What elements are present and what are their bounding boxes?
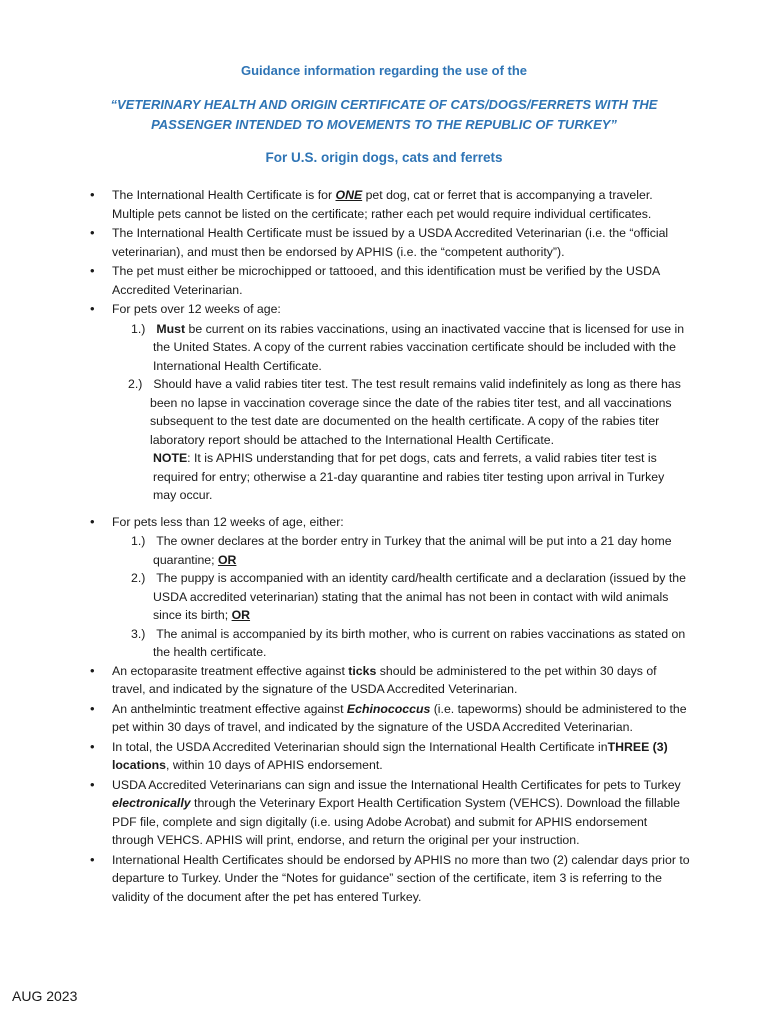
- list-item: • International Health Certificates should be endorsed by APHIS no more than two (2) calendar days prior to departure to Turkey. Under the “Notes for guidance” section of the certificate, item 3 is referring to the validity of the document after the pet has entered Turkey.: [90, 851, 690, 907]
- list-item: • USDA Accredited Veterinarians can sign and issue the International Health Certificates for pets to Turkey electronically through the Veterinary Export Health Certification System (VEHCS). Download the fillable PDF file, complete and sign digitally (i.e. using Adobe Acrobat) and submit for APHIS endorsement through VEHCS. APHIS will print, endorse, and return the original per your instruction.: [90, 776, 690, 850]
- list-item: • For pets less than 12 weeks of age, either:: [90, 513, 690, 532]
- sub-item: 1.) Must be current on its rabies vaccinations, using an inactivated vaccine that is licensed for use in the United States. A copy of the current rabies vaccination certificate should be included with the International Health Certificate.: [131, 321, 685, 373]
- list-item: • For pets over 12 weeks of age:: [90, 300, 690, 319]
- sub-item: 2.) The puppy is accompanied with an identity card/health certificate and a declaration (issued by the USDA accredited veterinarian) stating that the animal has not been in contact with wild animals since its birth; OR: [131, 571, 686, 622]
- sub-item: 1.) The owner declares at the border entry in Turkey that the animal will be put into a 21 day home quarantine; OR: [131, 534, 672, 567]
- sub-item: 3.) The animal is accompanied by its birth mother, who is current on rabies vaccinations as stated on the health certificate.: [131, 626, 686, 659]
- guidance-list: [90, 186, 690, 907]
- list-item: • In total, the USDA Accredited Veterinarian should sign the International Health Certificate inTHREE (3) locations, within 10 days of APHIS endorsement.: [90, 738, 690, 775]
- sub-item: 2.) Should have a valid rabies titer test. The test result remains valid indefinitely as long as there has been no lapse in vaccination coverage since the date of the rabies titer test, and all vaccinations subsequent to the test date are documented on the health certificate. A copy of the rabies titer laboratory report should be attached to the International Health Certificate.: [128, 377, 681, 447]
- list-item: • The International Health Certificate must be issued by a USDA Accredited Veterinarian (i.e. the “official veterinarian), and must then be endorsed by APHIS (i.e. the “competent authority”).: [90, 224, 690, 261]
- origin-subheading: For U.S. origin dogs, cats and ferrets: [265, 150, 503, 165]
- guidance-heading: Guidance information regarding the use of the: [240, 63, 528, 78]
- list-item: • An ectoparasite treatment effective against ticks should be administered to the pet within 30 days of travel, and indicated by the signature of the USDA Accredited Veterinarian.: [90, 662, 690, 699]
- list-item: • The pet must either be microchipped or tattooed, and this identification must be verified by the USDA Accredited Veterinarian.: [90, 262, 690, 299]
- one-emphasis: ONE: [335, 188, 363, 202]
- list-item: • The International Health Certificate is for ONE pet dog, cat or ferret that is accompanying a traveler. Multiple pets cannot be listed on the certificate; rather each pet would require individual certificates.: [90, 186, 690, 223]
- note: NOTE: It is APHIS understanding that for pet dogs, cats and ferrets, a valid rabies titer test is required for entry; otherwise a 21-day quarantine and rabies titer testing upon arrival in Turkey may occur.: [153, 451, 665, 502]
- certificate-title-line-1: “VETERINARY HEALTH AND ORIGIN CERTIFICATE OF CATS/DOGS/FERRETS WITH THE: [110, 97, 658, 112]
- list-item: • An anthelmintic treatment effective against Echinococcus (i.e. tapeworms) should be administered to the pet within 30 days of travel, and indicated by the signature of the USDA Accredited Veterinarian.: [90, 700, 690, 737]
- certificate-title: [0, 95, 768, 135]
- footer-date: AUG 2023: [12, 988, 78, 1004]
- certificate-title-line-2: PASSENGER INTENDED TO MOVEMENTS TO THE REPUBLIC OF TURKEY”: [151, 117, 617, 132]
